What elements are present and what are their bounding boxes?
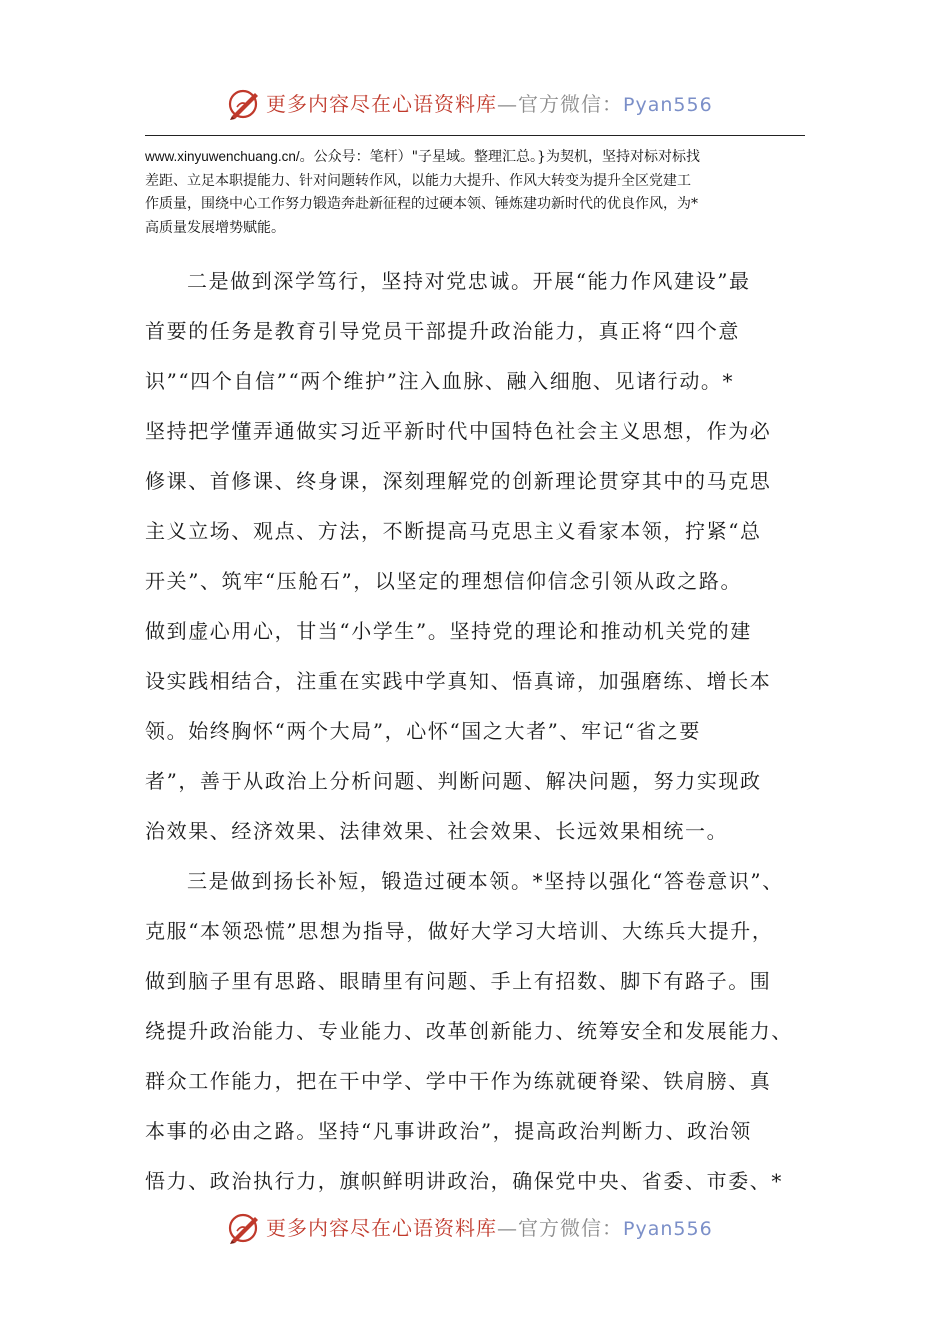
paragraph-line: 群众工作能力，把在干中学、学中干作为练就硬脊梁、铁肩膀、真: [145, 1069, 772, 1093]
header-divider: [145, 135, 805, 136]
banner-wechat-label: 官方微信：: [518, 1216, 623, 1240]
document-body: [145, 256, 825, 1206]
paragraph-line: 修课、首修课、终身课，深刻理解党的创新理论贯穿其中的马克思: [145, 469, 772, 493]
paragraph-2: [145, 256, 825, 856]
intro-line-4: 高质量发展增势赋能。: [145, 219, 285, 236]
paragraph-line: 二是做到深学笃行，坚持对党忠诚。开展“能力作风建设”最: [187, 269, 751, 293]
paragraph-line: 治效果、经济效果、法律效果、社会效果、长远效果相统一。: [145, 819, 729, 843]
paragraph-3: [145, 856, 825, 1206]
banner-dash: —: [497, 1216, 518, 1240]
paragraph-line: 悟力、政治执行力，旗帜鲜明讲政治，确保党中央、省委、市委、*: [145, 1169, 783, 1193]
banner-wechat-label: 官方微信：: [518, 92, 623, 116]
pen-circle-logo-icon: [226, 1210, 262, 1246]
paragraph-line: 开关”、筑牢“压舱石”，以坚定的理想信仰信念引领从政之路。: [145, 569, 743, 593]
paragraph-line: 做到脑子里有思路、眼睛里有问题、手上有招数、脚下有路子。围: [145, 969, 772, 993]
paragraph-line: 设实践相结合，注重在实践中学真知、悟真谛，加强磨练、增长本: [145, 669, 772, 693]
paragraph-line: 识”“四个自信”“两个维护”注入血脉、融入细胞、见诸行动。*: [145, 369, 735, 393]
intro-line-2: 差距、立足本职提能力、针对问题转作风，以能力大提升、作风大转变为提升全区党建工: [145, 172, 691, 189]
intro-text: [145, 145, 815, 240]
intro-line-1-rest: 。公众号：笔杆）"子星域。整理汇总。}为契机，坚持对标对标找: [299, 149, 700, 165]
banner-text: [266, 90, 713, 119]
banner-title: 更多内容尽在心语资料库: [266, 92, 497, 116]
intro-line-3: 作质量，围绕中心工作努力锻造奔赴新征程的过硬本领、锤炼建功新时代的优良作风，为*: [145, 196, 698, 212]
paragraph-line: 首要的任务是教育引导党员干部提升政治能力，真正将“四个意: [145, 319, 741, 343]
banner-dash: —: [497, 92, 518, 116]
paragraph-line: 三是做到扬长补短，锻造过硬本领。*坚持以强化“答卷意识”、: [187, 869, 784, 893]
banner-title: 更多内容尽在心语资料库: [266, 1216, 497, 1240]
paragraph-line: 坚持把学懂弄通做实习近平新时代中国特色社会主义思想，作为必: [145, 419, 772, 443]
intro-url-link[interactable]: www.xinyuwenchuang.cn/: [145, 149, 300, 164]
paragraph-line: 做到虚心用心，甘当“小学生”。坚持党的理论和推动机关党的建: [145, 619, 752, 643]
banner-wechat-id: Pyan556: [623, 94, 713, 116]
paragraph-line: 者”，善于从政治上分析问题、判断问题、解决问题，努力实现政: [145, 769, 762, 793]
paragraph-line: 本事的必由之路。坚持“凡事讲政治”，提高政治判断力、政治领: [145, 1119, 752, 1143]
paragraph-line: 克服“本领恐慌”思想为指导，做好大学习大培训、大练兵大提升，: [145, 919, 774, 943]
intro-line-1: [145, 145, 815, 170]
header-banner: [0, 84, 950, 124]
banner-text: [266, 1214, 713, 1243]
paragraph-line: 主义立场、观点、方法，不断提高马克思主义看家本领，拧紧“总: [145, 519, 762, 543]
paragraph-line: 领。始终胸怀“两个大局”，心怀“国之大者”、牢记“省之要: [145, 719, 701, 743]
paragraph-line: 绕提升政治能力、专业能力、改革创新能力、统筹安全和发展能力、: [145, 1019, 793, 1043]
footer-banner: [0, 1208, 950, 1248]
banner-wechat-id: Pyan556: [623, 1218, 713, 1240]
pen-circle-logo-icon: [226, 86, 262, 122]
